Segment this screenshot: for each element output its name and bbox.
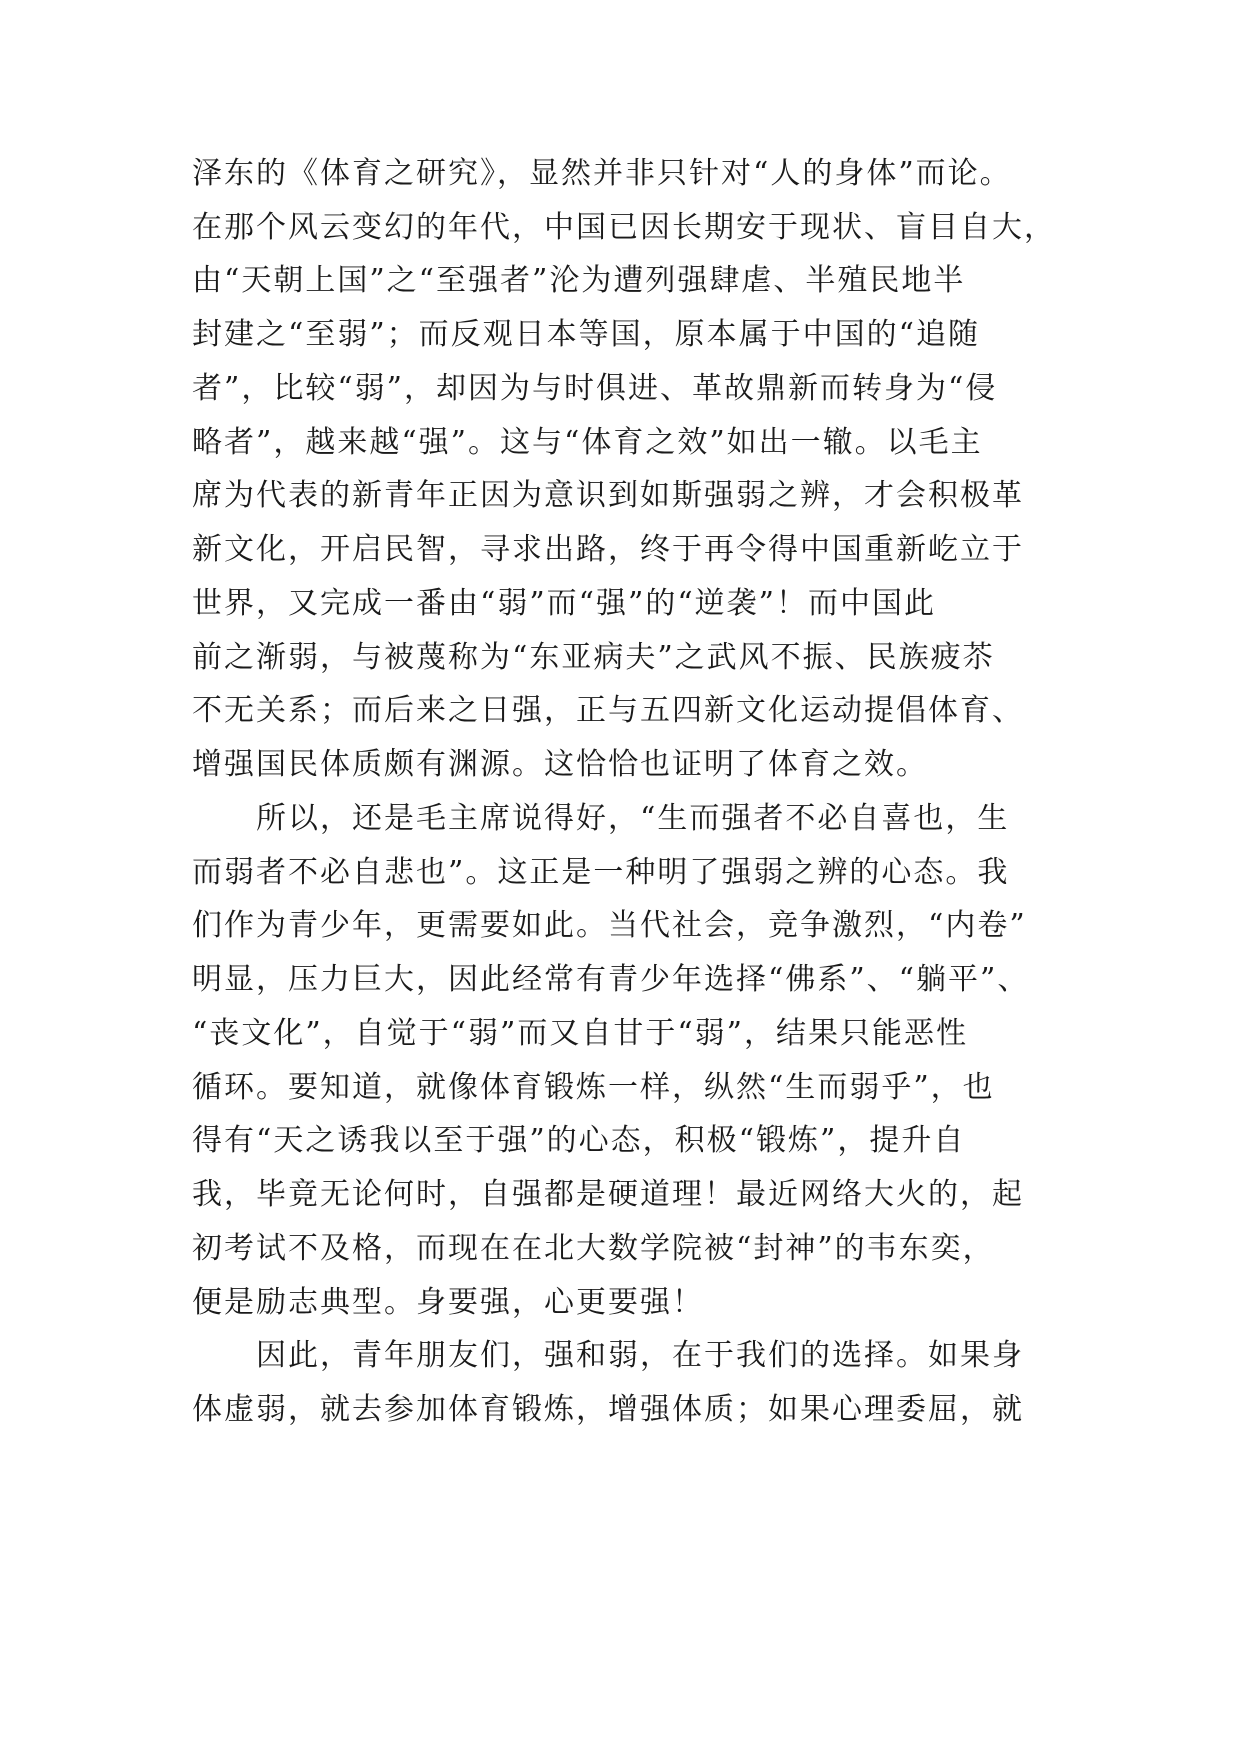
text-line: 席为代表的新青年正因为意识到如斯强弱之辨，才会积极革 — [192, 478, 1024, 513]
paragraph-start-line: 所以，还是毛主席说得好，“生而强者不必自喜也，生 — [192, 801, 1010, 836]
paragraph-start-line: 因此，青年朋友们，强和弱，在于我们的选择。如果身 — [192, 1338, 1024, 1373]
text-line: 不无关系；而后来之日强，正与五四新文化运动提倡体育、 — [192, 693, 1024, 728]
text-line: 而弱者不必自悲也”。这正是一种明了强弱之辨的心态。我 — [192, 855, 1010, 890]
text-line: 初考试不及格，而现在在北大数学院被“封神”的韦东奕， — [192, 1231, 995, 1266]
text-line: 在那个风云变幻的年代，中国已因长期安于现状、盲目自大， — [192, 210, 1056, 245]
text-line: 循环。要知道，就像体育锻炼一样，纵然“生而弱乎”，也 — [192, 1070, 995, 1105]
text-line: 由“天朝上国”之“至强者”沦为遭列强肆虐、半殖民地半 — [192, 263, 966, 298]
text-line: 新文化，开启民智，寻求出路，终于再令得中国重新屹立于 — [192, 532, 1024, 567]
text-line: “丧文化”，自觉于“弱”而又自甘于“弱”，结果只能恶性 — [192, 1016, 969, 1051]
text-line: 们作为青少年，更需要如此。当代社会，竞争激烈，“内卷” — [192, 908, 1027, 943]
text-line: 封建之“至弱”；而反观日本等国，原本属于中国的“追随 — [192, 317, 981, 352]
text-line: 增强国民体质颇有渊源。这恰恰也证明了体育之效。 — [192, 747, 928, 782]
text-line: 泽东的《体育之研究》，显然并非只针对“人的身体”而论。 — [192, 156, 1012, 191]
text-line: 我，毕竟无论何时，自强都是硬道理！最近网络大火的，起 — [192, 1177, 1024, 1212]
text-line: 便是励志典型。身要强，心更要强！ — [192, 1285, 704, 1320]
text-line: 略者”，越来越“强”。这与“体育之效”如出一辙。以毛主 — [192, 425, 983, 460]
text-line: 体虚弱，就去参加体育锻炼，增强体质；如果心理委屈，就 — [192, 1392, 1024, 1427]
text-line: 得有“天之诱我以至于强”的心态，积极“锻炼”，提升自 — [192, 1123, 966, 1158]
text-line: 世界，又完成一番由“弱”而“强”的“逆袭”！而中国此 — [192, 586, 937, 621]
text-line: 者”，比较“弱”，却因为与时俱进、革故鼎新而转身为“侵 — [192, 371, 998, 406]
text-line: 前之渐弱，与被蔑称为“东亚病夫”之武风不振、民族疲苶 — [192, 640, 995, 675]
text-line: 明显，压力巨大，因此经常有青少年选择“佛系”、“躺平”、 — [192, 962, 1030, 997]
